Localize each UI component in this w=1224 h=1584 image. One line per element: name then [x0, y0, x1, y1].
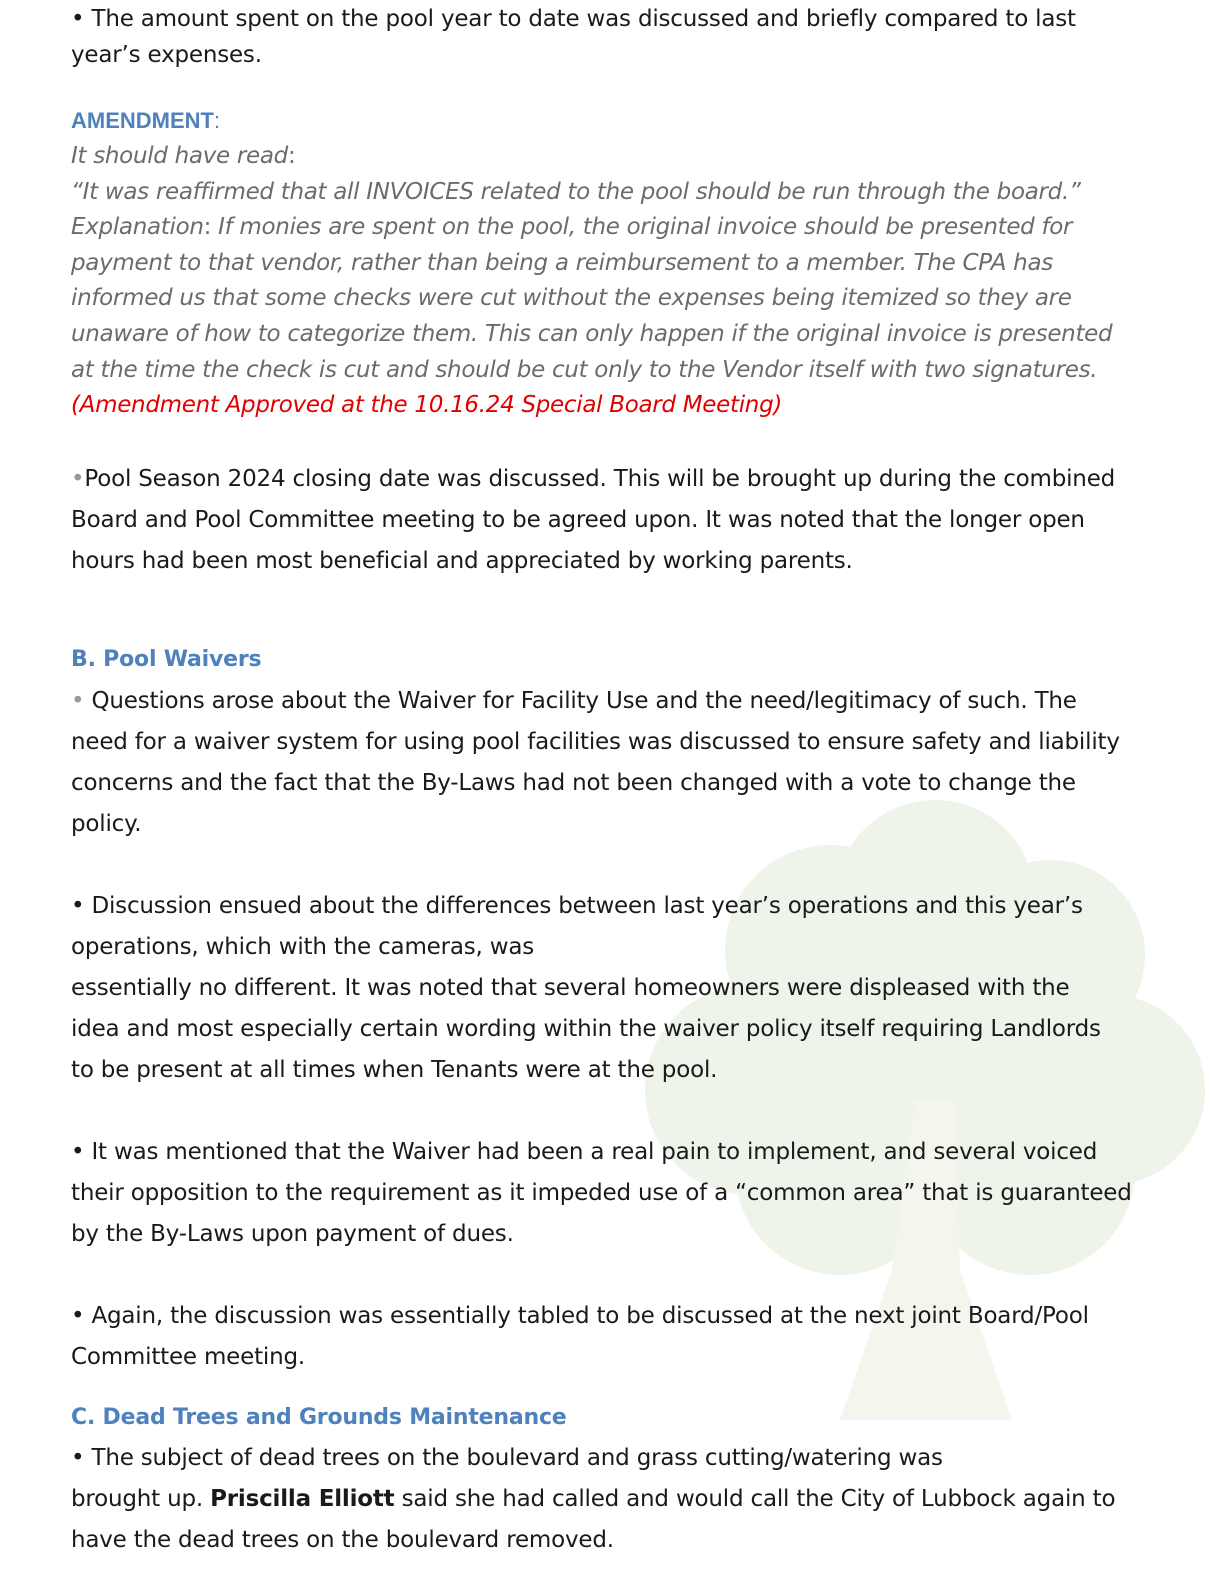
bullet: •: [71, 466, 85, 492]
amendment-approval-note: (Amendment Approved at the 10.16.24 Special Board Meeting): [71, 392, 783, 419]
waiver-questions-bullet: [71, 681, 1131, 845]
bullet: •: [71, 6, 85, 32]
should-have-read: [71, 139, 1141, 175]
waiver-questions-text: Questions arose about the Waiver for Facility Use and the need/legitimacy of such. The need for a waiver system for using pool facilities was discussed to ensure safety and liability concerns and the fact that the By-Laws had not been changed with a vote to change the policy.: [71, 688, 1120, 837]
dead-trees-prefix: brought up.: [71, 1486, 203, 1512]
explanation-label: Explanation: [71, 214, 204, 241]
amendment-heading: [71, 103, 1141, 139]
operations-line-2: essentially no different. It was noted that several homeowners were displeased with the idea and most especially certain wording within the waiver policy itself requiring Landlords to be present at all times when Tenants were at the pool.: [71, 975, 1101, 1083]
section-b-heading: B. Pool Waivers: [71, 647, 262, 672]
amendment-block: [71, 103, 1141, 424]
explanation-text: If monies are spent on the pool, the original invoice should be presented for payment to that vendor, rather than being a reimbursement to a member. The CPA has informed us that some checks were cut without the expenses being itemized so they are unaware of how to categorize them. This can only happen if the original invoice is presented at the time the check is cut and should be cut only to the Vendor itself with two signatures.: [71, 214, 1113, 383]
bullet: •: [71, 688, 85, 714]
waiver-pain-bullet: • It was mentioned that the Waiver had been a real pain to implement, and several voiced their opposition to the requirement as it impeded use of a “common area” that is guaranteed by the By-Laws upon payment of dues.: [71, 1139, 1132, 1247]
amendment-heading-label: AMENDMENT: [71, 108, 214, 133]
should-read-colon: :: [287, 143, 296, 169]
dead-trees-line-1: • The subject of dead trees on the boulevard and grass cutting/watering was: [71, 1445, 943, 1471]
pool-expenses-bullet: [71, 1, 1146, 73]
dead-trees-suffix: said she had called and would call the City of Lubbock again to have the dead trees on the boulevard removed.: [71, 1486, 1116, 1553]
section-c-heading: C. Dead Trees and Grounds Maintenance: [71, 1405, 567, 1430]
operations-bullet: [71, 886, 1141, 1091]
amendment-text: [71, 175, 1141, 424]
tabled-bullet: • Again, the discussion was essentially tabled to be discussed at the next joint Board/Pool Committee meeting.: [71, 1303, 1089, 1370]
operations-line-1: • Discussion ensued about the differences between last year’s operations and this year’s operations, which with the cameras, was: [71, 893, 1083, 960]
dead-trees-bullet: [71, 1438, 1131, 1561]
person-name: Priscilla Elliott: [210, 1486, 395, 1512]
amendment-quote: “It was reaffirmed that all INVOICES related to the pool should be run through the board.”: [71, 178, 1081, 205]
explanation-colon: :: [203, 214, 212, 241]
pool-season-text: Pool Season 2024 closing date was discussed. This will be brought up during the combined Board and Pool Committee meeting to be agreed upon. It was noted that the longer open hours had been most beneficial and appreciated by working parents.: [71, 466, 1116, 574]
pool-expenses-text: The amount spent on the pool year to date was discussed and briefly compared to last year’s expenses.: [71, 6, 1076, 68]
amendment-colon: :: [214, 108, 221, 133]
should-read-label: It should have read: [71, 143, 288, 169]
pool-season-bullet: [71, 459, 1131, 582]
dead-trees-line-2: [71, 1479, 1131, 1561]
